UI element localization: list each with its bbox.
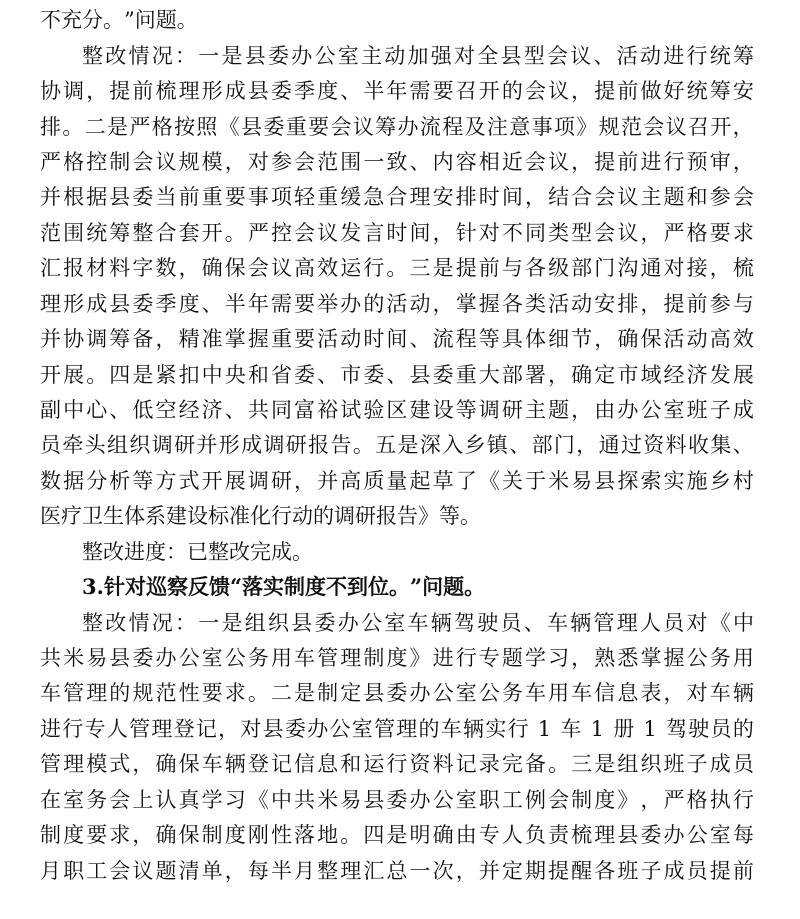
text-line: 共 米 易 县 委 办 公 室 公 务 用 车 管 理 制 度 》 进 行 专 题 学 习 ， 熟 悉 掌 握 公 务 用 — [40, 646, 754, 670]
text-line: 员 牵 头 组 织 调 研 并 形 成 调 研 报 告 。 五 是 深 入 乡 镇 、 部 门 ， 通 过 资 料 收 集 、 — [40, 433, 754, 457]
text-line: 数 据 分 析 等 方 式 开 展 调 研 ， 并 高 质 量 起 草 了 《 关 于 米 易 县 探 索 实 施 乡 村 — [40, 469, 754, 493]
text-line: 开 展 。 四 是 紧 扣 中 央 和 省 委 、 市 委 、 县 委 重 大 部 署 ， 确 定 市 域 经 济 发 展 — [40, 363, 754, 387]
text-line: 严 格 控 制 会 议 规 模 ， 对 参 会 范 围 一 致 、 内 容 相 近 会 议 ， 提 前 进 行 预 审 ， — [40, 150, 754, 174]
text-line: 车 管 理 的 规 范 性 要 求 。 二 是 制 定 县 委 办 公 室 公 务 车 用 车 信 息 表 ， 对 车 辆 — [40, 681, 754, 705]
paragraph-rectification-status: 整 改 情 况 ： 一 是 组 织 县 委 办 公 室 车 辆 驾 驶 员 、 车 辆 管 理 人 员 对 《 中 — [82, 611, 754, 635]
text-line: 月 职 工 会 议 题 清 单 ， 每 半 月 整 理 汇 总 一 次 ， 并 定 期 提 醒 各 班 子 成 员 提 前 — [40, 859, 754, 883]
section-heading: 3 . 针 对 巡 察 反 馈 “ 落 实 制 度 不 到 位 。 ” 问 题 。 — [82, 574, 486, 599]
paragraph-rectification-status: 整 改 情 况 ： 一 是 县 委 办 公 室 主 动 加 强 对 全 县 型 会 议 、 活 动 进 行 统 筹 — [82, 44, 754, 68]
text-line: 范 围 统 筹 整 合 套 开 。 严 控 会 议 发 言 时 间 ， 针 对 不 同 类 型 会 议 ， 严 格 要 求 — [40, 221, 754, 245]
text-line: 理 形 成 县 委 季 度 、 半 年 需 要 举 办 的 活 动 ， 掌 握 各 类 活 动 安 排 ， 提 前 参 与 — [40, 292, 754, 316]
text-line: 在 室 务 会 上 认 真 学 习 《 中 共 米 易 县 委 办 公 室 职 工 例 会 制 度 》 ， 严 格 执 行 — [40, 788, 754, 812]
text-line: 副 中 心 、 低 空 经 济 、 共 同 富 裕 试 验 区 建 设 等 调 研 主 题 ， 由 办 公 室 班 子 成 — [40, 398, 754, 422]
text-line: 并 协 调 筹 备 ， 精 准 掌 握 重 要 活 动 时 间 、 流 程 等 具 体 细 节 ， 确 保 活 动 高 效 — [40, 327, 754, 351]
text-line: 不 充 分 。 ” 问 题 。 — [40, 8, 198, 32]
text-line: 制 度 要 求 ， 确 保 制 度 刚 性 落 地 。 四 是 明 确 由 专 人 负 责 梳 理 县 委 办 公 室 每 — [40, 823, 754, 847]
text-line: 并 根 据 县 委 当 前 重 要 事 项 轻 重 缓 急 合 理 安 排 时 间 ， 结 合 会 议 主 题 和 参 会 — [40, 185, 754, 209]
text-line: 汇 报 材 料 字 数 ， 确 保 会 议 高 效 运 行 。 三 是 提 前 与 各 级 部 门 沟 通 对 接 ， 梳 — [40, 256, 754, 280]
text-line: 排 。 二 是 严 格 按 照 《 县 委 重 要 会 议 筹 办 流 程 及 注 意 事 项 》 规 范 会 议 召 开 ， — [40, 115, 754, 139]
text-line: 协 调 ， 提 前 梳 理 形 成 县 委 季 度 、 半 年 需 要 召 开 的 会 议 ， 提 前 做 好 统 筹 安 — [40, 79, 754, 103]
text-line: 医 疗 卫 生 体 系 建 设 标 准 化 行 动 的 调 研 报 告 》 等 。 — [40, 504, 481, 528]
paragraph-rectification-progress: 整 改 进 度 ： 已 整 改 完 成 。 — [82, 540, 313, 564]
text-line: 管 理 模 式 ， 确 保 车 辆 登 记 信 息 和 运 行 资 料 记 录 完 备 。 三 是 组 织 班 子 成 员 — [40, 752, 754, 776]
text-line: 进 行 专 人 管 理 登 记 ， 对 县 委 办 公 室 管 理 的 车 辆 实 行 1 车 1 册 1 驾 驶 员 的 — [40, 717, 754, 741]
